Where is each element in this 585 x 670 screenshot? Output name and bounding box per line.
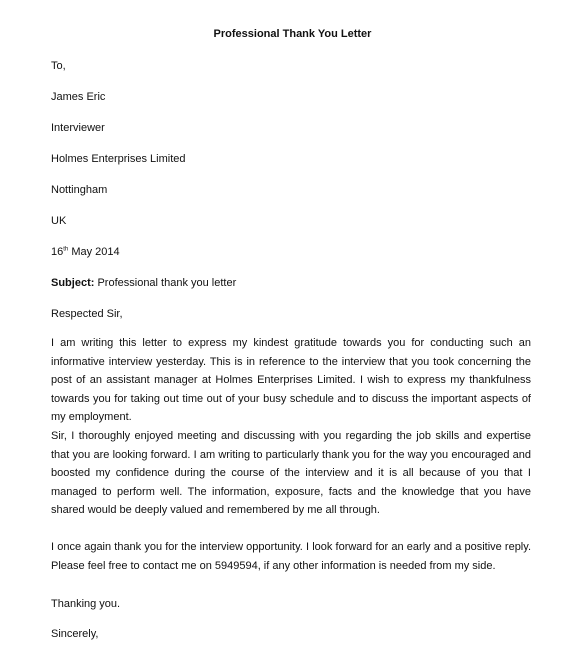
subject-text: Professional thank you letter	[94, 277, 237, 289]
body-paragraph-2: Sir, I thoroughly enjoyed meeting and discussing with you regarding the job skills and expertise that you are looking forward. I am writing to particularly thank you for the way you encouraged and boosted my confidence during the course of the interview and it is all because of you that I managed to perform well. The information, exposure, facts and the knowledge that you have shared would be deeply valued and remembered by me all through.	[51, 430, 531, 517]
subject-line	[51, 277, 236, 289]
thanks-line: Thanking you.	[51, 598, 121, 610]
closing-line: Sincerely,	[51, 628, 99, 640]
recipient-role: Interviewer	[51, 122, 105, 134]
date-day: 16	[51, 246, 64, 258]
body-paragraph-3: I once again thank you for the interview opportunity. I look forward for an early and a positive reply. Please feel free to contact me on 5949594, if any other information is needed from my side.	[51, 541, 531, 572]
date-month-year: May 2014	[68, 246, 120, 258]
letter-date	[51, 246, 120, 258]
recipient-city: Nottingham	[51, 184, 108, 196]
subject-label: Subject:	[51, 277, 95, 289]
recipient-name: James Eric	[51, 91, 106, 103]
recipient-country: UK	[51, 215, 67, 227]
date-suffix: th	[63, 246, 69, 253]
salutation-to: To,	[51, 60, 66, 72]
body-paragraph-1: I am writing this letter to express my kindest gratitude towards you for conducting such an informative interview yesterday. This is in reference to the interview that you took concerning the post of an assistant manager at Holmes Enterprises Limited. I wish to express my thankfulness towards you for taking out time out of your busy schedule and to discuss the important aspects of my employment.	[51, 337, 531, 424]
greeting: Respected Sir,	[51, 308, 123, 320]
recipient-company: Holmes Enterprises Limited	[51, 153, 186, 165]
document-title: Professional Thank You Letter	[213, 28, 372, 40]
